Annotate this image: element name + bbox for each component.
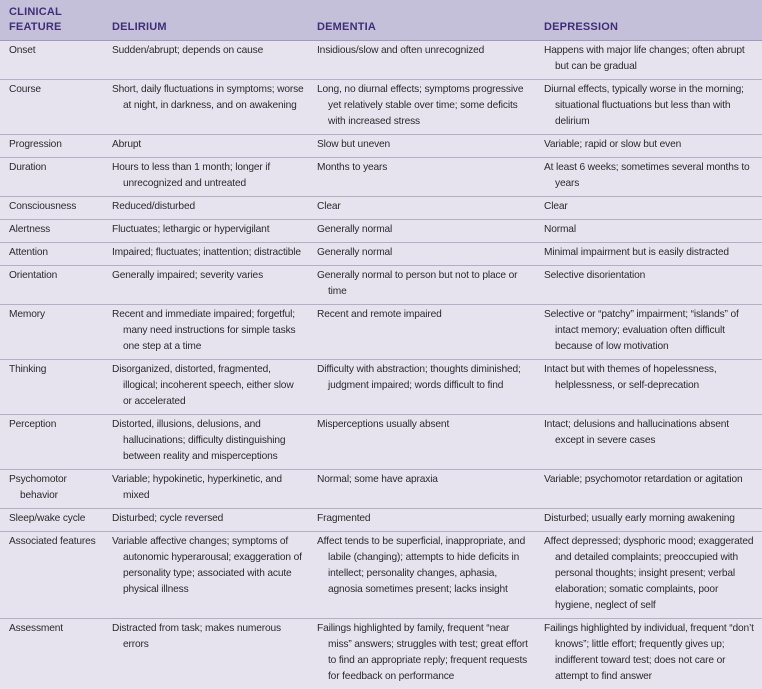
table-row [0,80,762,135]
cell-delirium [103,80,308,135]
delirium-text: Sudden/abrupt; depends on cause [112,43,304,59]
header-delirium: DELIRIUM [103,0,308,41]
delirium-text: Recent and immediate impaired; forgetful; many need instructions for simple tasks one step at a time [112,307,304,355]
cell-depression [535,135,762,158]
cell-delirium [103,266,308,305]
feature-text: Course [9,82,99,98]
cell-dementia [308,470,535,509]
cell-dementia [308,305,535,360]
dementia-text: Misperceptions usually absent [317,417,531,433]
dementia-text: Generally normal to person but not to place or time [317,268,531,300]
delirium-text: Hours to less than 1 month; longer if unrecognized and untreated [112,160,304,192]
table-row [0,619,762,689]
cell-delirium [103,41,308,80]
cell-delirium [103,619,308,689]
table-row [0,305,762,360]
cell-delirium [103,532,308,619]
cell-depression [535,80,762,135]
dementia-text: Fragmented [317,511,531,527]
cell-delirium [103,243,308,266]
cell-dementia [308,41,535,80]
table-row [0,470,762,509]
dementia-text: Affect tends to be superficial, inappropriate, and labile (changing); attempts to hide deficits in intellect; personality changes, aphasia, agnosia sometimes present; lacks insight [317,534,531,598]
cell-depression [535,509,762,532]
cell-depression [535,158,762,197]
feature-text: Thinking [9,362,99,378]
cell-feature [0,360,103,415]
cell-delirium [103,470,308,509]
table-row [0,266,762,305]
dementia-text: Slow but uneven [317,137,531,153]
delirium-text: Disturbed; cycle reversed [112,511,304,527]
cell-feature [0,197,103,220]
cell-feature [0,470,103,509]
delirium-text: Reduced/disturbed [112,199,304,215]
cell-depression [535,532,762,619]
feature-text: Alertness [9,222,99,238]
dementia-text: Generally normal [317,222,531,238]
dementia-text: Recent and remote impaired [317,307,531,323]
cell-dementia [308,532,535,619]
delirium-text: Short, daily fluctuations in symptoms; worse at night, in darkness, and on awakening [112,82,304,114]
dementia-text: Months to years [317,160,531,176]
cell-dementia [308,266,535,305]
feature-text: Duration [9,160,99,176]
table-row [0,360,762,415]
dementia-text: Insidious/slow and often unrecognized [317,43,531,59]
depression-text: Disturbed; usually early morning awakening [544,511,758,527]
feature-text: Associated features [9,534,99,550]
feature-text: Psychomotor behavior [9,472,99,504]
cell-feature [0,220,103,243]
cell-depression [535,220,762,243]
table-row [0,41,762,80]
depression-text: Variable; rapid or slow but even [544,137,758,153]
cell-delirium [103,135,308,158]
delirium-text: Variable affective changes; symptoms of autonomic hyperarousal; exaggeration of personality type; associated with acute physical illness [112,534,304,598]
cell-feature [0,243,103,266]
header-dementia: DEMENTIA [308,0,535,41]
depression-text: Clear [544,199,758,215]
table-row [0,135,762,158]
table-row [0,509,762,532]
cell-feature [0,158,103,197]
table-row [0,243,762,266]
table-row [0,197,762,220]
dementia-text: Difficulty with abstraction; thoughts diminished; judgment impaired; words difficult to find [317,362,531,394]
cell-delirium [103,158,308,197]
cell-feature [0,80,103,135]
delirium-text: Disorganized, distorted, fragmented, illogical; incoherent speech, either slow or accelerated [112,362,304,410]
header-row [0,0,762,41]
cell-dementia [308,80,535,135]
cell-depression [535,243,762,266]
cell-feature [0,305,103,360]
cell-depression [535,197,762,220]
cell-feature [0,415,103,470]
cell-depression [535,266,762,305]
cell-dementia [308,509,535,532]
cell-feature [0,619,103,689]
cell-depression [535,305,762,360]
feature-text: Memory [9,307,99,323]
cell-dementia [308,619,535,689]
depression-text: At least 6 weeks; sometimes several months to years [544,160,758,192]
cell-depression [535,415,762,470]
header-depression: DEPRESSION [535,0,762,41]
cell-dementia [308,220,535,243]
feature-text: Progression [9,137,99,153]
cell-dementia [308,135,535,158]
table-row [0,158,762,197]
cell-delirium [103,197,308,220]
delirium-text: Fluctuates; lethargic or hypervigilant [112,222,304,238]
table-row [0,220,762,243]
depression-text: Selective or “patchy” impairment; “islands” of intact memory; evaluation often difficult because of low motivation [544,307,758,355]
cell-feature [0,509,103,532]
delirium-text: Distracted from task; makes numerous errors [112,621,304,653]
feature-text: Onset [9,43,99,59]
delirium-text: Impaired; fluctuates; inattention; distractible [112,245,304,261]
cell-depression [535,360,762,415]
delirium-text: Distorted, illusions, delusions, and hallucinations; difficulty distinguishing between reality and misperceptions [112,417,304,465]
feature-text: Orientation [9,268,99,284]
depression-text: Selective disorientation [544,268,758,284]
cell-delirium [103,415,308,470]
cell-dementia [308,158,535,197]
table-row [0,532,762,619]
header-clinical-feature: CLINICAL FEATURE [0,0,103,41]
cell-feature [0,41,103,80]
cell-dementia [308,243,535,266]
delirium-text: Abrupt [112,137,304,153]
dementia-text: Failings highlighted by family, frequent “near miss” answers; struggles with test; great effort to find an appropriate reply; frequent requests for feedback on performance [317,621,531,685]
depression-text: Minimal impairment but is easily distracted [544,245,758,261]
cell-dementia [308,197,535,220]
cell-delirium [103,360,308,415]
feature-text: Assessment [9,621,99,637]
depression-text: Intact; delusions and hallucinations absent except in severe cases [544,417,758,449]
depression-text: Intact but with themes of hopelessness, helplessness, or self-deprecation [544,362,758,394]
feature-text: Sleep/wake cycle [9,511,99,527]
feature-text: Consciousness [9,199,99,215]
delirium-text: Variable; hypokinetic, hyperkinetic, and mixed [112,472,304,504]
cell-delirium [103,509,308,532]
depression-text: Failings highlighted by individual, frequent “don’t knows”; little effort; frequently gives up; indifferent toward test; does not care or attempt to find answer [544,621,758,685]
cell-depression [535,41,762,80]
dementia-text: Clear [317,199,531,215]
dementia-text: Generally normal [317,245,531,261]
cell-delirium [103,305,308,360]
depression-text: Affect depressed; dysphoric mood; exaggerated and detailed complaints; preoccupied with personal thoughts; insight present; verbal elaboration; somatic complaints, poor hygiene, neglect of self [544,534,758,614]
cell-dementia [308,415,535,470]
cell-dementia [308,360,535,415]
depression-text: Variable; psychomotor retardation or agitation [544,472,758,488]
dementia-text: Normal; some have apraxia [317,472,531,488]
dementia-text: Long, no diurnal effects; symptoms progressive yet relatively stable over time; some deficits with increased stress [317,82,531,130]
cell-delirium [103,220,308,243]
cell-depression [535,619,762,689]
feature-text: Attention [9,245,99,261]
feature-text: Perception [9,417,99,433]
depression-text: Normal [544,222,758,238]
cell-feature [0,135,103,158]
delirium-text: Generally impaired; severity varies [112,268,304,284]
depression-text: Diurnal effects, typically worse in the morning; situational fluctuations but less than with delirium [544,82,758,130]
cell-feature [0,532,103,619]
depression-text: Happens with major life changes; often abrupt but can be gradual [544,43,758,75]
table-row [0,415,762,470]
cell-feature [0,266,103,305]
cell-depression [535,470,762,509]
